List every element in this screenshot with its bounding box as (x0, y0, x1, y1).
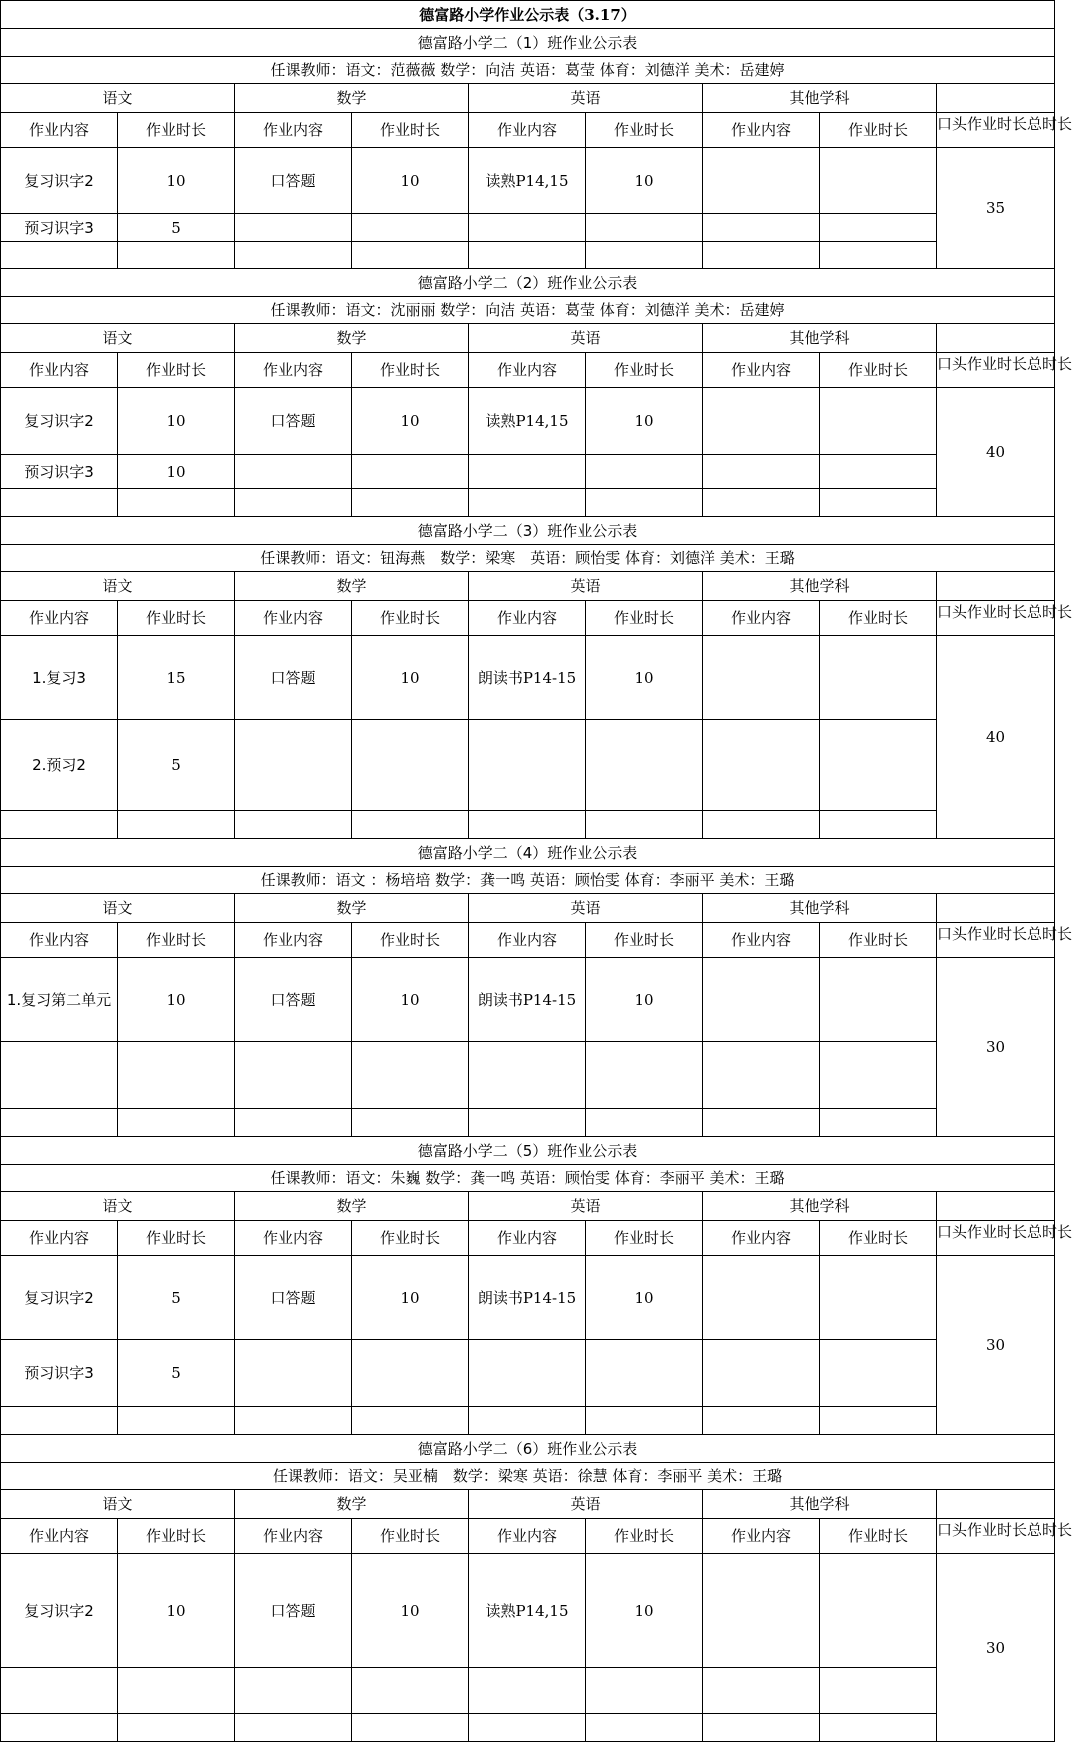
homework-duration-cell: 10 (586, 636, 703, 720)
homework-duration-cell (586, 1042, 703, 1109)
homework-content-cell (703, 1554, 820, 1668)
total-duration-header-label: 口头作业时长总时长 (937, 1520, 1072, 1539)
homework-duration-cell (352, 1668, 469, 1714)
duration-column-header: 作业时长 (118, 923, 235, 958)
homework-duration-cell (820, 1714, 937, 1742)
homework-duration-cell: 5 (118, 720, 235, 811)
class-section-header (1, 269, 1055, 297)
homework-content-cell: 口答题 (235, 636, 352, 720)
homework-content-cell: 口答题 (235, 148, 352, 214)
homework-duration-cell (352, 1340, 469, 1407)
homework-duration-cell: 10 (352, 636, 469, 720)
homework-duration-cell (820, 242, 937, 269)
table-row (1, 636, 1055, 720)
homework-duration-cell (820, 214, 937, 242)
homework-content-cell: 预习识字3 (1, 1340, 118, 1407)
duration-column-header: 作业时长 (352, 1221, 469, 1256)
subject-other-header: 其他学科 (703, 1192, 937, 1221)
teacher-list: 任课教师：语文：朱巍 数学：龚一鸣 英语：顾怡雯 体育：李丽平 美术：王璐 (1, 1165, 1055, 1192)
total-duration-header-label: 口头作业时长总时长 (937, 1222, 1072, 1241)
total-duration-value: 30 (937, 958, 1055, 1137)
total-duration-header (937, 923, 1072, 958)
homework-content-cell: 复习识字2 (1, 388, 118, 455)
blank-cell (937, 1490, 1055, 1519)
homework-content-cell (703, 1256, 820, 1340)
homework-content-cell (469, 1042, 586, 1109)
duration-column-header: 作业时长 (352, 601, 469, 636)
homework-duration-cell: 5 (118, 1256, 235, 1340)
homework-duration-cell: 10 (352, 1256, 469, 1340)
homework-duration-cell (820, 1256, 937, 1340)
homework-duration-cell (586, 811, 703, 839)
subject-chinese-header: 语文 (1, 84, 235, 113)
homework-duration-cell (586, 242, 703, 269)
subject-chinese-header: 语文 (1, 1192, 235, 1221)
homework-content-cell (703, 1042, 820, 1109)
homework-content-cell (235, 1668, 352, 1714)
homework-duration-cell (820, 388, 937, 455)
duration-column-header: 作业时长 (820, 113, 937, 148)
homework-duration-cell (352, 1714, 469, 1742)
homework-content-cell (235, 1042, 352, 1109)
total-duration-header (937, 113, 1072, 148)
teacher-list: 任课教师：语文：范薇薇 数学：向洁 英语：葛莹 体育：刘德洋 美术：岳建婷 (1, 57, 1055, 84)
homework-content-cell (235, 720, 352, 811)
blank-cell (937, 1192, 1055, 1221)
class-section-header (1, 1137, 1055, 1165)
total-duration-value: 35 (937, 148, 1055, 269)
homework-content-cell (469, 811, 586, 839)
duration-column-header: 作业时长 (586, 923, 703, 958)
homework-content-cell: 朗读书P14-15 (469, 1256, 586, 1340)
homework-duration-cell: 15 (118, 636, 235, 720)
teacher-list: 任课教师：语文 ：杨培培 数学：龚一鸣 英语：顾怡雯 体育：李丽平 美术：王璐 (1, 867, 1055, 894)
content-column-header: 作业内容 (703, 601, 820, 636)
teacher-list: 任课教师：语文：沈丽丽 数学：向洁 英语：葛莹 体育：刘德洋 美术：岳建婷 (1, 297, 1055, 324)
homework-content-cell: 读熟P14,15 (469, 148, 586, 214)
table-row (1, 1714, 1055, 1742)
homework-content-cell: 复习识字2 (1, 1256, 118, 1340)
homework-content-cell: 复习识字2 (1, 1554, 118, 1668)
homework-duration-cell (586, 489, 703, 517)
homework-content-cell (235, 242, 352, 269)
homework-content-cell (235, 1109, 352, 1137)
total-duration-header (937, 601, 1072, 636)
subject-math-header: 数学 (235, 84, 469, 113)
homework-content-cell (469, 1109, 586, 1137)
homework-content-cell (469, 1407, 586, 1435)
content-column-header: 作业内容 (469, 1221, 586, 1256)
subject-chinese-header: 语文 (1, 1490, 235, 1519)
homework-content-cell (703, 1109, 820, 1137)
homework-duration-cell (586, 720, 703, 811)
subject-english-header: 英语 (469, 84, 703, 113)
subject-other-header: 其他学科 (703, 894, 937, 923)
homework-content-cell (469, 214, 586, 242)
subject-math-header: 数学 (235, 894, 469, 923)
homework-duration-cell (118, 1042, 235, 1109)
homework-content-cell (469, 455, 586, 489)
teacher-list: 任课教师：语文：钮海燕 数学：梁寒 英语：顾怡雯 体育：刘德洋 美术：王璐 (1, 545, 1055, 572)
table-row (1, 489, 1055, 517)
homework-duration-cell: 10 (352, 1554, 469, 1668)
homework-content-cell: 1.复习3 (1, 636, 118, 720)
homework-duration-cell (118, 1668, 235, 1714)
homework-duration-cell (118, 242, 235, 269)
homework-content-cell (235, 1340, 352, 1407)
homework-duration-cell: 10 (586, 958, 703, 1042)
table-row (1, 811, 1055, 839)
homework-duration-cell (820, 148, 937, 214)
homework-content-cell (703, 1668, 820, 1714)
duration-column-header: 作业时长 (820, 1221, 937, 1256)
homework-content-cell: 读熟P14,15 (469, 388, 586, 455)
homework-duration-cell (352, 242, 469, 269)
homework-duration-cell (352, 489, 469, 517)
content-column-header: 作业内容 (469, 353, 586, 388)
content-column-header: 作业内容 (469, 601, 586, 636)
content-column-header: 作业内容 (1, 1221, 118, 1256)
duration-column-header: 作业时长 (352, 113, 469, 148)
homework-content-cell (1, 1714, 118, 1742)
homework-duration-cell (118, 1109, 235, 1137)
content-column-header: 作业内容 (1, 353, 118, 388)
content-column-header: 作业内容 (703, 923, 820, 958)
homework-duration-cell: 10 (118, 148, 235, 214)
homework-content-cell (469, 1340, 586, 1407)
subject-english-header: 英语 (469, 1192, 703, 1221)
table-row (1, 1554, 1055, 1668)
homework-content-cell (1, 811, 118, 839)
homework-content-cell (703, 242, 820, 269)
homework-duration-cell: 5 (118, 1340, 235, 1407)
table-row (1, 720, 1055, 811)
homework-duration-cell (118, 1407, 235, 1435)
total-duration-header-label: 口头作业时长总时长 (937, 114, 1072, 133)
homework-content-cell: 口答题 (235, 1256, 352, 1340)
class-name: 德富路小学二（6）班作业公示表 (1, 1435, 1055, 1463)
homework-duration-cell (586, 455, 703, 489)
homework-content-cell (235, 489, 352, 517)
homework-content-cell (1, 1109, 118, 1137)
homework-duration-cell (352, 1042, 469, 1109)
homework-duration-cell (586, 1407, 703, 1435)
homework-content-cell (235, 1714, 352, 1742)
homework-duration-cell (352, 1109, 469, 1137)
total-duration-header-label: 口头作业时长总时长 (937, 602, 1072, 621)
duration-column-header: 作业时长 (586, 601, 703, 636)
homework-content-cell (235, 455, 352, 489)
homework-duration-cell (820, 1109, 937, 1137)
table-row (1, 1340, 1055, 1407)
duration-column-header: 作业时长 (352, 923, 469, 958)
duration-column-header: 作业时长 (820, 1519, 937, 1554)
content-column-header: 作业内容 (235, 353, 352, 388)
content-column-header: 作业内容 (1, 1519, 118, 1554)
homework-duration-cell (820, 1407, 937, 1435)
subject-english-header: 英语 (469, 1490, 703, 1519)
homework-duration-cell (820, 455, 937, 489)
class-name: 德富路小学二（1）班作业公示表 (1, 29, 1055, 57)
homework-duration-cell (820, 1340, 937, 1407)
duration-column-header: 作业时长 (118, 1519, 235, 1554)
class-section-header (1, 839, 1055, 867)
content-column-header: 作业内容 (1, 601, 118, 636)
content-column-header: 作业内容 (703, 1221, 820, 1256)
homework-duration-cell (118, 811, 235, 839)
homework-content-cell (1, 242, 118, 269)
homework-content-cell (1, 1668, 118, 1714)
content-column-header: 作业内容 (469, 923, 586, 958)
homework-content-cell: 朗读书P14-15 (469, 636, 586, 720)
class-section-header (1, 1435, 1055, 1463)
homework-content-cell (703, 214, 820, 242)
duration-column-header: 作业时长 (118, 353, 235, 388)
total-duration-value: 30 (937, 1554, 1055, 1742)
homework-content-cell (703, 455, 820, 489)
duration-column-header: 作业时长 (118, 113, 235, 148)
blank-cell (937, 324, 1055, 353)
homework-content-cell (703, 1407, 820, 1435)
class-name: 德富路小学二（2）班作业公示表 (1, 269, 1055, 297)
homework-content-cell (469, 720, 586, 811)
homework-duration-cell: 10 (118, 1554, 235, 1668)
subject-chinese-header: 语文 (1, 894, 235, 923)
homework-content-cell (703, 1714, 820, 1742)
table-row (1, 242, 1055, 269)
homework-duration-cell: 10 (352, 388, 469, 455)
homework-content-cell: 预习识字3 (1, 455, 118, 489)
homework-content-cell: 预习识字3 (1, 214, 118, 242)
homework-duration-cell: 10 (118, 455, 235, 489)
homework-content-cell (703, 148, 820, 214)
duration-column-header: 作业时长 (820, 923, 937, 958)
homework-duration-cell (820, 489, 937, 517)
subject-math-header: 数学 (235, 324, 469, 353)
homework-duration-cell (820, 636, 937, 720)
subject-other-header: 其他学科 (703, 572, 937, 601)
content-column-header: 作业内容 (703, 113, 820, 148)
homework-duration-cell (352, 811, 469, 839)
homework-duration-cell (118, 489, 235, 517)
duration-column-header: 作业时长 (118, 1221, 235, 1256)
homework-content-cell: 口答题 (235, 388, 352, 455)
total-duration-header (937, 1221, 1072, 1256)
table-row (1, 1668, 1055, 1714)
duration-column-header: 作业时长 (820, 601, 937, 636)
homework-duration-cell (352, 214, 469, 242)
content-column-header: 作业内容 (235, 1519, 352, 1554)
table-row (1, 388, 1055, 455)
homework-duration-cell: 10 (118, 958, 235, 1042)
homework-content-cell (703, 720, 820, 811)
table-row (1, 148, 1055, 214)
homework-content-cell: 口答题 (235, 958, 352, 1042)
homework-duration-cell (820, 958, 937, 1042)
class-name: 德富路小学二（4）班作业公示表 (1, 839, 1055, 867)
subject-math-header: 数学 (235, 1490, 469, 1519)
subject-other-header: 其他学科 (703, 1490, 937, 1519)
homework-content-cell (703, 489, 820, 517)
total-duration-header-label: 口头作业时长总时长 (937, 924, 1072, 943)
content-column-header: 作业内容 (235, 601, 352, 636)
duration-column-header: 作业时长 (352, 353, 469, 388)
homework-content-cell (703, 811, 820, 839)
homework-content-cell (703, 1340, 820, 1407)
content-column-header: 作业内容 (1, 923, 118, 958)
content-column-header: 作业内容 (703, 1519, 820, 1554)
homework-duration-cell (586, 1714, 703, 1742)
blank-cell (937, 572, 1055, 601)
homework-duration-cell (586, 1668, 703, 1714)
homework-content-cell (1, 1042, 118, 1109)
content-column-header: 作业内容 (469, 1519, 586, 1554)
homework-duration-cell (118, 1714, 235, 1742)
content-column-header: 作业内容 (235, 113, 352, 148)
subject-chinese-header: 语文 (1, 572, 235, 601)
teacher-list: 任课教师：语文：吴亚楠 数学：梁寒 英语：徐慧 体育：李丽平 美术：王璐 (1, 1463, 1055, 1490)
subject-math-header: 数学 (235, 1192, 469, 1221)
subject-english-header: 英语 (469, 894, 703, 923)
homework-content-cell: 读熟P14,15 (469, 1554, 586, 1668)
homework-duration-cell (352, 455, 469, 489)
homework-content-cell (703, 388, 820, 455)
homework-duration-cell (820, 1554, 937, 1668)
homework-content-cell: 口答题 (235, 1554, 352, 1668)
homework-content-cell (469, 242, 586, 269)
blank-cell (937, 894, 1055, 923)
table-row (1, 1407, 1055, 1435)
homework-content-cell (469, 1668, 586, 1714)
homework-duration-cell (820, 1042, 937, 1109)
total-duration-value: 30 (937, 1256, 1055, 1435)
duration-column-header: 作业时长 (352, 1519, 469, 1554)
subject-chinese-header: 语文 (1, 324, 235, 353)
table-row (1, 1109, 1055, 1137)
homework-duration-cell (586, 214, 703, 242)
homework-duration-cell: 10 (586, 1554, 703, 1668)
homework-duration-cell (586, 1109, 703, 1137)
homework-content-cell: 复习识字2 (1, 148, 118, 214)
homework-duration-cell (820, 811, 937, 839)
table-row (1, 1256, 1055, 1340)
homework-duration-cell: 5 (118, 214, 235, 242)
duration-column-header: 作业时长 (586, 113, 703, 148)
duration-column-header: 作业时长 (820, 353, 937, 388)
total-duration-value: 40 (937, 388, 1055, 517)
homework-content-cell: 2.预习2 (1, 720, 118, 811)
table-row (1, 214, 1055, 242)
page-title: 德富路小学作业公示表（3.17） (1, 1, 1055, 29)
subject-english-header: 英语 (469, 324, 703, 353)
total-duration-header (937, 353, 1072, 388)
subject-other-header: 其他学科 (703, 324, 937, 353)
homework-duration-cell: 10 (586, 1256, 703, 1340)
blank-cell (937, 84, 1055, 113)
homework-duration-cell: 10 (118, 388, 235, 455)
total-duration-value: 40 (937, 636, 1055, 839)
total-duration-header-label: 口头作业时长总时长 (937, 354, 1072, 373)
class-section-header (1, 29, 1055, 57)
homework-content-cell (469, 489, 586, 517)
class-section-header (1, 517, 1055, 545)
homework-duration-cell (352, 1407, 469, 1435)
duration-column-header: 作业时长 (586, 1519, 703, 1554)
total-duration-header (937, 1519, 1072, 1554)
homework-duration-cell (820, 720, 937, 811)
homework-duration-cell: 10 (352, 958, 469, 1042)
subject-english-header: 英语 (469, 572, 703, 601)
subject-math-header: 数学 (235, 572, 469, 601)
class-name: 德富路小学二（5）班作业公示表 (1, 1137, 1055, 1165)
homework-content-cell: 朗读书P14-15 (469, 958, 586, 1042)
content-column-header: 作业内容 (469, 113, 586, 148)
homework-duration-cell: 10 (586, 388, 703, 455)
homework-duration-cell (352, 720, 469, 811)
homework-duration-cell (586, 1340, 703, 1407)
homework-content-cell (703, 958, 820, 1042)
table-row (1, 958, 1055, 1042)
homework-content-cell (703, 636, 820, 720)
class-name: 德富路小学二（3）班作业公示表 (1, 517, 1055, 545)
homework-content-cell (469, 1714, 586, 1742)
content-column-header: 作业内容 (703, 353, 820, 388)
homework-content-cell: 1.复习第二单元 (1, 958, 118, 1042)
homework-duration-cell (820, 1668, 937, 1714)
homework-content-cell (235, 214, 352, 242)
content-column-header: 作业内容 (1, 113, 118, 148)
homework-content-cell (235, 811, 352, 839)
homework-content-cell (235, 1407, 352, 1435)
table-row (1, 1042, 1055, 1109)
content-column-header: 作业内容 (235, 923, 352, 958)
homework-duration-cell: 10 (586, 148, 703, 214)
subject-other-header: 其他学科 (703, 84, 937, 113)
duration-column-header: 作业时长 (118, 601, 235, 636)
table-row (1, 455, 1055, 489)
content-column-header: 作业内容 (235, 1221, 352, 1256)
duration-column-header: 作业时长 (586, 353, 703, 388)
homework-duration-cell: 10 (352, 148, 469, 214)
homework-content-cell (1, 489, 118, 517)
duration-column-header: 作业时长 (586, 1221, 703, 1256)
homework-content-cell (1, 1407, 118, 1435)
